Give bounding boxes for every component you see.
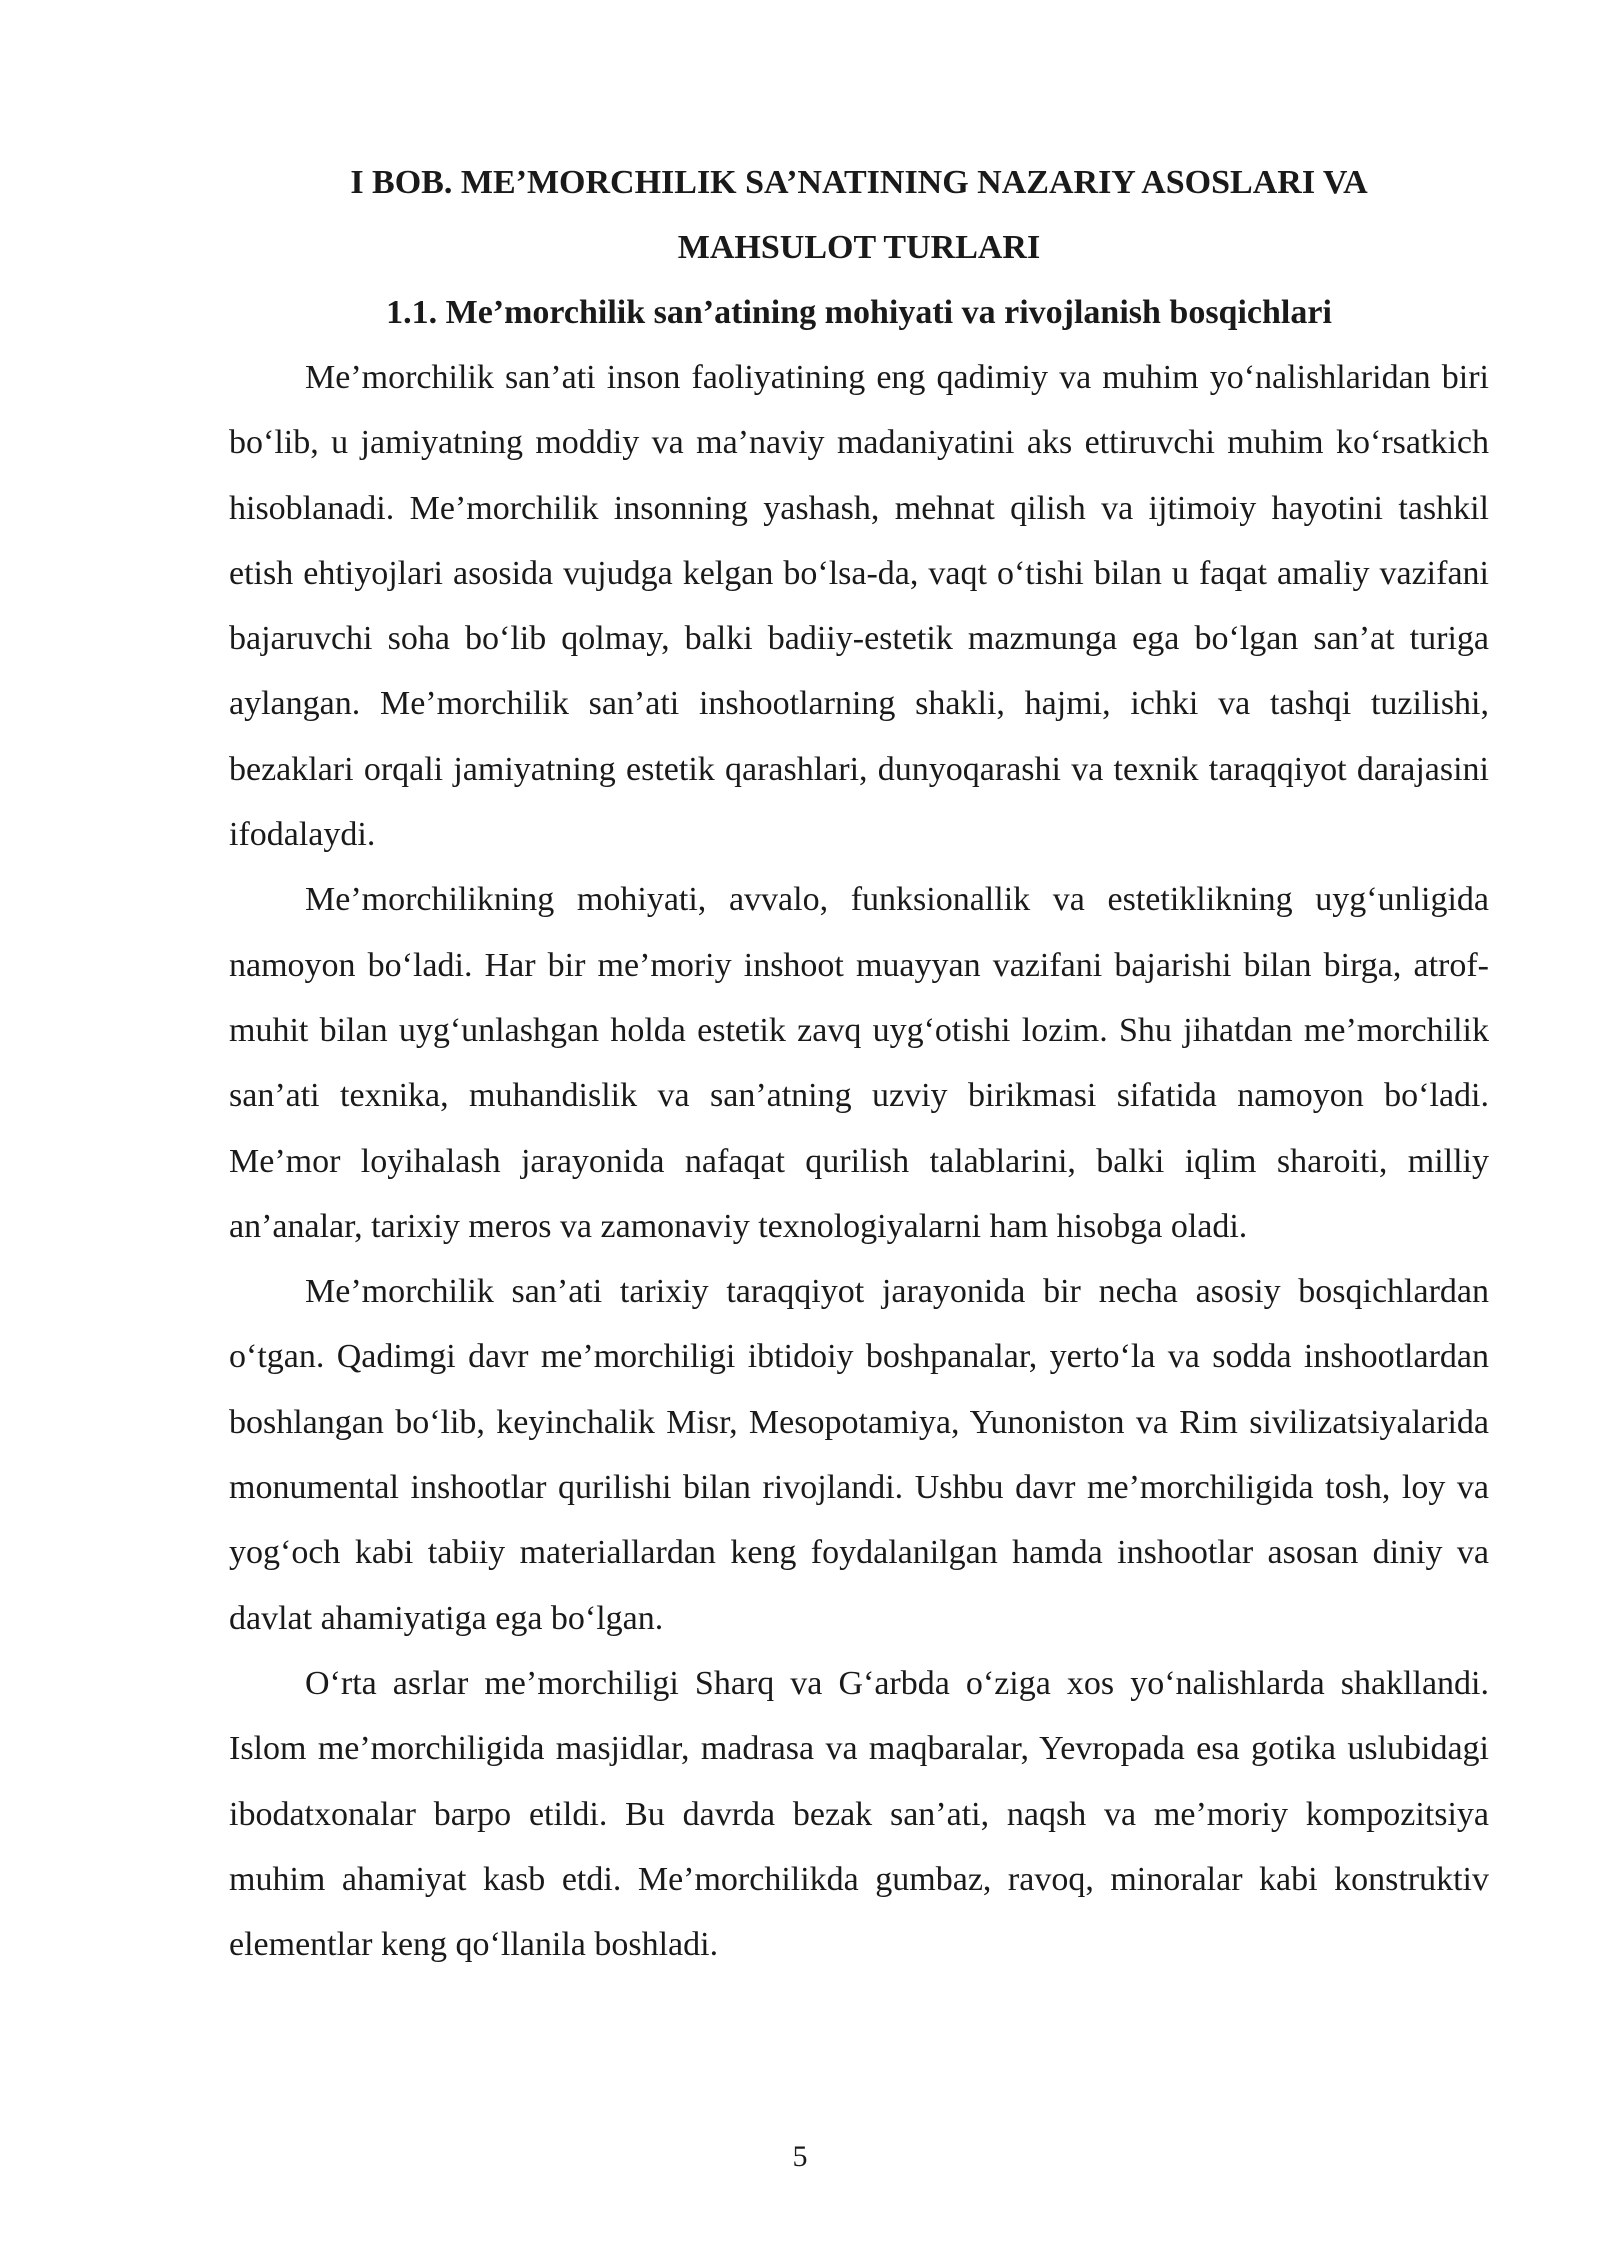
paragraph-1: Me’morchilik san’ati inson faoliyatining eng qadimiy va muhim yo‘nalishlaridan biri bo‘lib, u jamiyatning moddiy va ma’naviy madaniyatini aks ettiruvchi muhim ko‘rsatkich hisoblanadi. Me’morchilik insonning yashash, mehnat qilish va ijtimoiy hayotini tashkil etish ehtiyojlari asosida vujudga kelgan bo‘lsa-da, vaqt o‘tishi bilan u faqat amaliy vazifani bajaruvchi soha bo‘lib qolmay, balki badiiy-estetik mazmunga ega bo‘lgan san’at turiga aylangan. Me’morchilik san’ati inshootlarning shakli, hajmi, ichki va tashqi tuzilishi, bezaklari orqali jamiyatning estetik qarashlari, dunyoqarashi va texnik taraqqiyot darajasini ifodalaydi.: [229, 359, 1489, 854]
page-content: [229, 150, 1489, 1977]
chapter-title-line2: MAHSULOT TURLARI: [677, 229, 1041, 266]
section-title: 1.1. Me’morchilik san’atining mohiyati va rivojlanish bosqichlari: [386, 294, 1332, 331]
page-number: 5: [792, 2140, 808, 2173]
paragraph-2: Me’morchilikning mohiyati, avvalo, funksionallik va estetiklikning uyg‘unligida namoyon bo‘ladi. Har bir me’moriy inshoot muayyan vazifani bajarishi bilan birga, atrof-muhit bilan uyg‘unlashgan holda estetik zavq uyg‘otishi lozim. Shu jihatdan me’morchilik san’ati texnika, muhandislik va san’atning uzviy birikmasi sifatida namoyon bo‘ladi. Me’mor loyihalash jarayonida nafaqat qurilish talablarini, balki iqlim sharoiti, milliy an’analar, tarixiy meros va zamonaviy texnologiyalarni ham hisobga oladi.: [229, 881, 1489, 1245]
paragraph-4: O‘rta asrlar me’morchiligi Sharq va G‘arbda o‘ziga xos yo‘nalishlarda shakllandi. Islom me’morchiligida masjidlar, madrasa va maqbaralar, Yevropada esa gotika uslubidagi ibodatxonalar barpo etildi. Bu davrda bezak san’ati, naqsh va me’moriy kompozitsiya muhim ahamiyat kasb etdi. Me’morchilikda gumbaz, ravoq, minoralar kabi konstruktiv elementlar keng qo‘llanila boshladi.: [229, 1664, 1489, 1964]
chapter-title-line1: I BOB. ME’MORCHILIK SA’NATINING NAZARIY ASOSLARI VA: [350, 164, 1368, 201]
paragraph-3: Me’morchilik san’ati tarixiy taraqqiyot jarayonida bir necha asosiy bosqichlardan o‘tgan. Qadimgi davr me’morchiligi ibtidoiy boshpanalar, yerto‘la va sodda inshootlardan boshlangan bo‘lib, keyinchalik Misr, Mesopotamiya, Yunoniston va Rim sivilizatsiyalarida monumental inshootlar qurilishi bilan rivojlandi. Ushbu davr me’morchiligida tosh, loy va yog‘och kabi tabiiy materiallardan keng foydalanilgan hamda inshootlar asosan diniy va davlat ahamiyatiga ega bo‘lgan.: [229, 1273, 1489, 1637]
